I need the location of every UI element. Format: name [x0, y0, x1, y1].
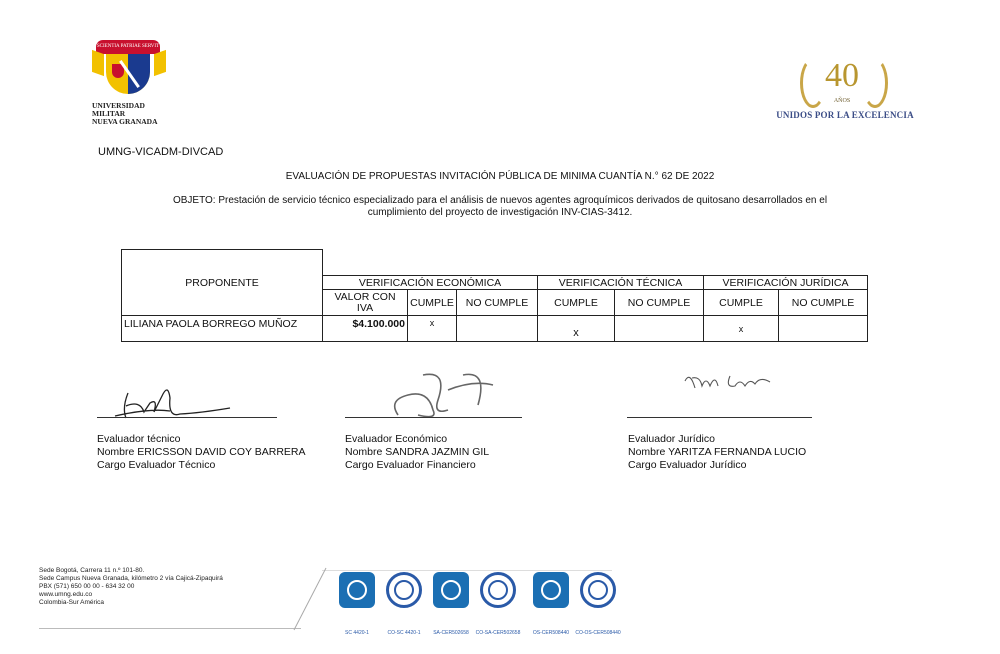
row-jur-cumple: x: [704, 316, 779, 342]
cert-code: SC 4420-1: [345, 630, 369, 636]
document-code: UMNG-VICADM-DIVCAD: [98, 146, 224, 158]
header-eco-no-cumple: NO CUMPLE: [457, 290, 538, 316]
crest-banner: SCIENTIA PATRIAE SERVIT: [96, 40, 160, 54]
icontec-iso45001-icon: [533, 572, 569, 608]
header-proponente: PROPONENTE: [122, 250, 323, 316]
header-verificacion-economica: VERIFICACIÓN ECONÓMICA: [323, 276, 538, 290]
row-tec-cumple: x: [538, 316, 615, 342]
row-tec-no-cumple: [615, 316, 704, 342]
iqnet-icon: [386, 572, 422, 608]
header-eco-cumple: CUMPLE: [408, 290, 457, 316]
header-tec-cumple: CUMPLE: [538, 290, 615, 316]
signature-juridico: [680, 366, 780, 396]
signature-name: Nombre ERICSSON DAVID COY BARRERA: [97, 446, 306, 458]
header-jur-no-cumple: NO CUMPLE: [779, 290, 868, 316]
signature-role: Evaluador técnico: [97, 433, 181, 445]
document-objeto: OBJETO: Prestación de servicio técnico especializado para el análisis de nuevos agentes agroquímicos derivados de quitosano desarrollados en el cumplimiento del proyecto de investigación INV-CIAS-3412.: [172, 195, 828, 218]
university-name: UNIVERSIDAD MILITAR NUEVA GRANADA: [92, 101, 158, 126]
iqnet-icon: [580, 572, 616, 608]
header-verificacion-juridica: VERIFICACIÓN JURÍDICA: [704, 276, 868, 290]
university-logo: [92, 40, 166, 125]
row-eco-cumple: x: [408, 316, 457, 342]
signature-cargo: Cargo Evaluador Jurídico: [628, 459, 747, 471]
row-jur-no-cumple: [779, 316, 868, 342]
signature-name: Nombre SANDRA JAZMIN GIL: [345, 446, 490, 458]
header-jur-cumple: CUMPLE: [704, 290, 779, 316]
cert-code: CO-OS-CER508440: [575, 630, 621, 636]
signature-name: Nombre YARITZA FERNANDA LUCIO: [628, 446, 807, 458]
signature-cargo: Cargo Evaluador Financiero: [345, 459, 476, 471]
footer-diagonal: [290, 566, 330, 632]
row-valor: $4.100.000: [323, 316, 408, 342]
signature-economico: [378, 365, 508, 425]
signature-line-juridico: [627, 417, 812, 418]
crest-wing-right: [154, 50, 166, 76]
footer-divider: [39, 628, 301, 629]
anniversary-logo: [770, 58, 920, 128]
table-row: [122, 316, 868, 342]
row-proponente: LILIANA PAOLA BORREGO MUÑOZ: [122, 316, 323, 342]
icontec-iso9001-icon: [339, 572, 375, 608]
anniversary-years: AÑOS: [833, 98, 851, 104]
icontec-iso14001-icon: [433, 572, 469, 608]
header-valor-con-iva: VALOR CON IVA: [323, 290, 408, 316]
signature-cargo: Cargo Evaluador Técnico: [97, 459, 216, 471]
row-eco-no-cumple: [457, 316, 538, 342]
crest-wing-left: [92, 50, 104, 76]
anniversary-slogan: UNIDOS POR LA EXCELENCIA: [776, 110, 914, 120]
signature-line-economico: [345, 417, 522, 418]
signature-tecnico: [110, 378, 260, 428]
iqnet-icon: [480, 572, 516, 608]
cert-code: CO-SC 4420-1: [387, 630, 421, 636]
signature-role: Evaluador Económico: [345, 433, 448, 445]
cert-code: CO-SA-CER502658: [475, 630, 521, 636]
signature-block-juridico: [628, 433, 806, 472]
crest-shield-icon: [106, 54, 150, 94]
cert-code: SA-CER502658: [433, 630, 469, 636]
signature-role: Evaluador Jurídico: [628, 433, 715, 445]
cert-code: OS-CER508440: [532, 630, 570, 636]
header-verificacion-tecnica: VERIFICACIÓN TÉCNICA: [538, 276, 704, 290]
anniversary-number: 40: [825, 57, 859, 94]
signature-line-tecnico: [97, 417, 277, 418]
evaluation-table: [121, 249, 868, 342]
document-title: EVALUACIÓN DE PROPUESTAS INVITACIÓN PÚBLICA DE MINIMA CUANTÍA N.° 62 DE 2022: [285, 171, 715, 182]
signature-block-tecnico: [97, 433, 306, 472]
header-tec-no-cumple: NO CUMPLE: [615, 290, 704, 316]
signature-block-economico: [345, 433, 489, 472]
footer-divider-right: [322, 570, 612, 571]
footer-address: Sede Bogotá, Carrera 11 n.º 101-80. Sede Campus Nueva Granada, kilómetro 2 vía Cajicá-Zipaquirá PBX (571) 650 00 00 - 634 32 00 www.umng.edu.co Colombia-Sur América: [39, 567, 223, 606]
